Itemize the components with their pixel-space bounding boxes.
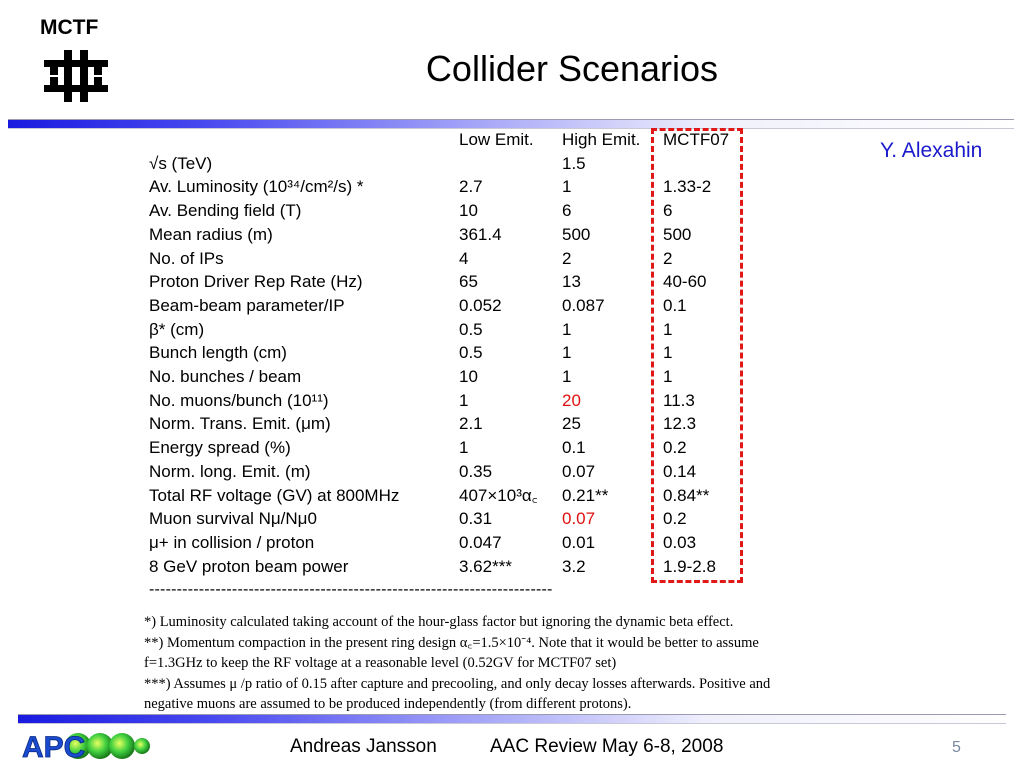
footnote-line: f=1.3GHz to keep the RF voltage at a reasonable level (0.52GV for MCTF07 set) [144,655,617,671]
table-cell: 407×10³α꜀ [459,485,538,505]
table-cell: 1.9-2.8 [663,556,716,576]
row-label: Proton Driver Rep Rate (Hz) [149,272,363,292]
table-cell: 10 [459,201,478,221]
page-title: Collider Scenarios [425,48,719,89]
row-label: No. bunches / beam [149,367,302,387]
table-cell: 0.087 [562,295,605,315]
row-label: Mean radius (m) [149,224,273,244]
footnote-line: ***) Assumes μ /p ratio of 0.15 after capture and precooling, and only decay losses afterwards. Positive and [144,675,771,692]
mctf07-highlight-box [651,128,743,583]
footnote-line: *) Luminosity calculated taking account of the hour-glass factor but ignoring the dynamic beta effect. [144,614,734,630]
table-cell: 1 [459,390,469,410]
table-cell: 2.7 [459,177,483,197]
footnotes [144,612,904,715]
table-cell: 0.14 [663,461,697,481]
column-header [146,128,459,152]
table-separator: ------------------------------------------------------------------------- [149,581,553,598]
table-cell: 10 [459,367,478,387]
table-cell: 2 [663,248,673,268]
table-cell: 1.33-2 [663,177,712,197]
table-cell [459,152,562,176]
table-cell: 1.5 [562,153,586,173]
row-label: 8 GeV proton beam power [149,556,349,576]
org-label: MCTF [40,16,99,39]
footer-author: Andreas Jansson [290,736,437,757]
table-cell: 500 [562,224,591,244]
apc-logo-icon [20,728,150,764]
table-cell: 0.31 [459,509,493,529]
row-label: No. muons/bunch (10¹¹) [149,390,329,410]
table-cell: 6 [562,201,572,221]
table-cell: 0.01 [562,532,596,552]
table-cell: 0.21** [562,485,609,505]
table-cell: 1 [663,319,673,339]
column-header: Low Emit. [459,130,534,149]
footnote-line: negative muons are assumed to be produced independently (from different protons). [144,696,632,712]
column-header: High Emit. [562,130,641,149]
table-cell: 0.07 [562,461,596,481]
row-label: Muon survival Nμ/Nμ0 [149,509,317,529]
apc-logo-text: APC [22,731,86,764]
row-label: Total RF voltage (GV) at 800MHz [149,485,400,505]
table-cell: 1 [562,367,572,387]
table-cell: 500 [663,224,692,244]
footer-gradient-bar [18,714,1006,724]
table-cell: 1 [459,438,469,458]
table-cell: 0.84** [663,485,710,505]
row-label: √s (TeV) [149,153,213,173]
table-cell: 13 [562,272,581,292]
table-cell: 1 [663,343,673,363]
table-cell: 0.1 [663,295,687,315]
table-cell: 6 [663,201,673,221]
table-cell: 2.1 [459,414,483,434]
table-cell: 0.5 [459,319,483,339]
table-cell: 2 [562,248,572,268]
table-cell: 0.03 [663,532,697,552]
table-cell: 3.62*** [459,556,512,576]
table-cell: 4 [459,248,469,268]
row-label: Av. Luminosity (10³⁴/cm²/s) * [149,177,364,197]
table-cell: 25 [562,414,581,434]
page-number: 5 [952,739,961,756]
row-label: Av. Bending field (T) [149,201,302,221]
table-cell: 0.2 [663,509,687,529]
footer-event: AAC Review May 6-8, 2008 [490,736,724,757]
table-cell: 0.052 [459,295,502,315]
table-cell: 0.1 [562,438,586,458]
table-cell: 40-60 [663,272,707,292]
table-cell: 65 [459,272,478,292]
row-label: Beam-beam parameter/IP [149,295,345,315]
table-cell: 1 [562,319,572,339]
table-cell: 11.3 [663,390,695,410]
table-cell: 1 [663,367,673,387]
table-cell: 0.07 [562,509,596,529]
row-label: Norm. long. Emit. (m) [149,461,311,481]
table-cell: 361.4 [459,224,502,244]
table-cell: 0.2 [663,438,687,458]
row-label: No. of IPs [149,248,224,268]
footnote-line: **) Momentum compaction in the present ring design α꜀=1.5×10⁻⁴. Note that it would be better to assume [144,634,759,651]
row-label: μ+ in collision / proton [149,532,315,552]
table-cell: 0.35 [459,461,493,481]
table-cell: 1 [562,343,572,363]
table-cell: 0.047 [459,532,502,552]
row-label: Norm. Trans. Emit. (μm) [149,414,331,434]
row-label: Bunch length (cm) [149,343,287,363]
table-cell: 3.2 [562,556,586,576]
table-cell: 0.5 [459,343,483,363]
row-label: Energy spread (%) [149,438,291,458]
column-header: MCTF07 [663,130,730,149]
table-cell: 12.3 [663,414,697,434]
table-cell: 20 [562,390,581,410]
table-cell: 1 [562,177,572,197]
row-label: β* (cm) [149,319,205,339]
author-tag: Y. Alexahin [880,139,983,162]
